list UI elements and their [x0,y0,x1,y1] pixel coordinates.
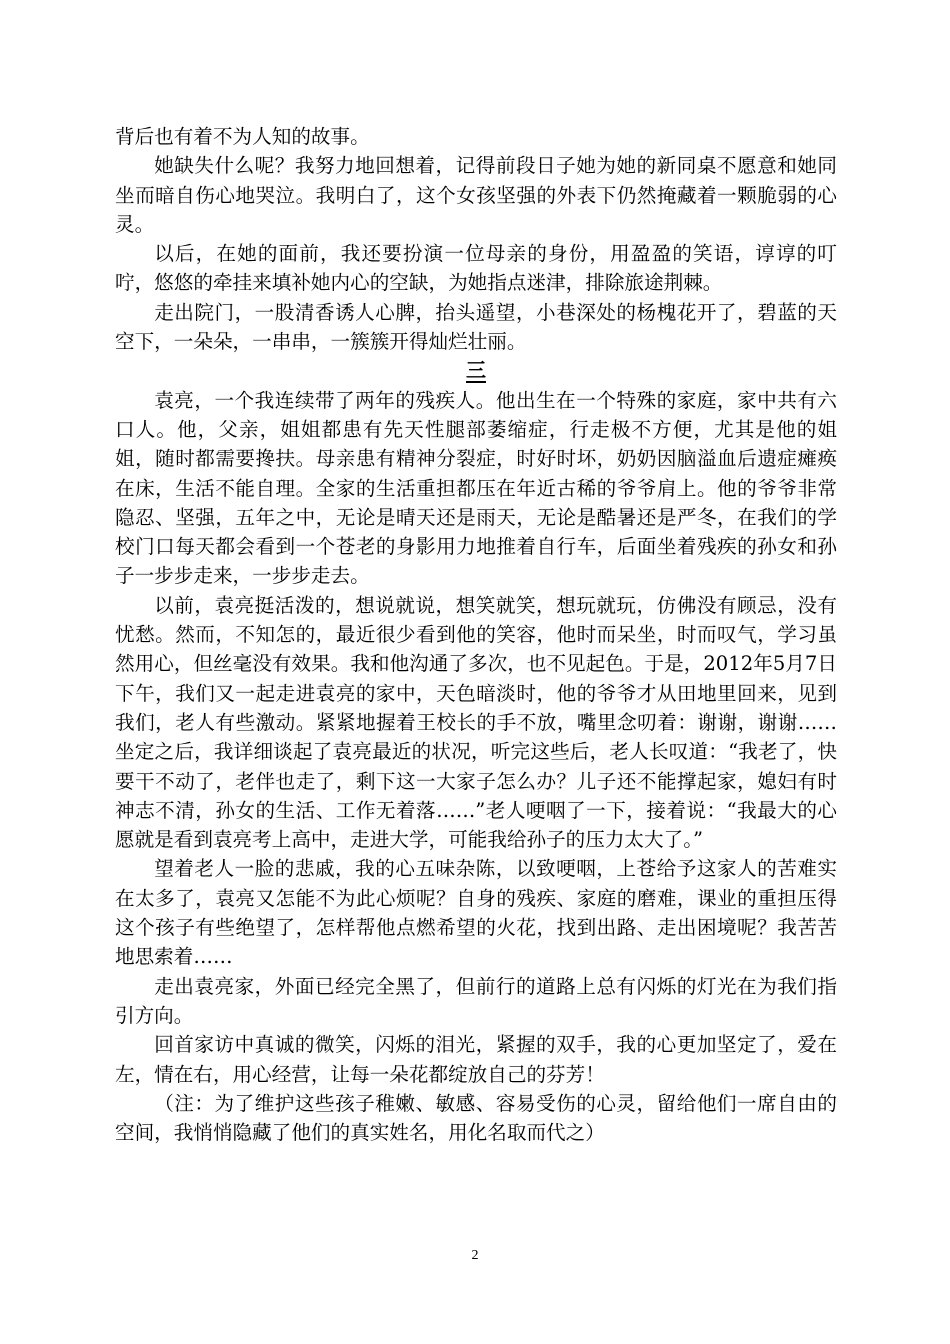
paragraph: 她缺失什么呢？我努力地回想着，记得前段日子她为她的新同桌不愿意和她同坐而暗自伤心地哭泣。我明白了，这个女孩坚强的外表下仍然掩藏着一颗脆弱的心灵。 [115,154,837,236]
page-number: 2 [471,1248,479,1263]
paragraph: 走出袁亮家，外面已经完全黑了，但前行的道路上总有闪烁的灯光在为我们指引方向。 [115,974,837,1027]
paragraph: 背后也有着不为人知的故事。 [115,125,370,148]
paragraph: 以后，在她的面前，我还要扮演一位母亲的身份，用盈盈的笑语，谆谆的叮咛，悠悠的牵挂来填补她内心的空缺，为她指点迷津，排除旅途荆棘。 [115,242,837,295]
section-heading-text: 三 [466,358,486,383]
paragraph: 望着老人一脸的悲戚，我的心五味杂陈，以致哽咽，上苍给予这家人的苦难实在太多了，袁亮又怎能不为此心烦呢？自身的残疾、家庭的磨难，课业的重担压得这个孩子有些绝望了，怎样帮他点燃希望的火花，找到出路、走出困境呢？我苦苦地思索着…… [115,857,837,969]
note-paragraph: （注：为了维护这些孩子稚嫩、敏感、容易受伤的心灵，留给他们一席自由的空间，我悄悄隐藏了他们的真实姓名，用化名取而代之） [115,1091,837,1145]
paragraph: 走出院门，一股清香诱人心脾，抬头遥望，小巷深处的杨槐花开了，碧蓝的天空下，一朵朵，一串串，一簇簇开得灿烂壮丽。 [115,300,837,354]
document-page [115,122,837,1147]
paragraph: 回首家访中真诚的微笑，闪烁的泪光，紧握的双手，我的心更加坚定了，爱在左，情在右，用心经营，让每一朵花都绽放自己的芬芳！ [115,1033,837,1086]
paragraph: 袁亮，一个我连续带了两年的残疾人。他出生在一个特殊的家庭，家中共有六口人。他，父亲，姐姐都患有先天性腿部萎缩症，行走极不方便，尤其是他的姐姐，随时都需要搀扶。母亲患有精神分裂症，时好时坏，奶奶因脑溢血后遗症瘫痪在床，生活不能自理。全家的生活重担都压在年近古稀的爷爷肩上。他的爷爷非常隐忍、坚强，五年之中，无论是晴天还是雨天，无论是酷暑还是严冬，在我们的学校门口每天都会看到一个苍老的身影用力地推着自行车，后面坐着残疾的孙女和孙子一步步走来，一步步走去。 [115,388,837,588]
section-heading [115,356,837,385]
paragraph: 以前，袁亮挺活泼的，想说就说，想笑就笑，想玩就玩，仿佛没有顾忌，没有忧愁。然而，不知怎的，最近很少看到他的笑容，他时而呆坐，时而叹气，学习虽然用心，但丝毫没有效果。我和他沟通了多次，也不见起色。于是，2012年5月7日下午，我们又一起走进袁亮的家中，天色暗淡时，他的爷爷才从田地里回来，见到我们，老人有些激动。紧紧地握着王校长的手不放，嘴里念叨着：谢谢，谢谢……坐定之后，我详细谈起了袁亮最近的状况，听完这些后，老人长叹道：“我老了，快要干不动了，老伴也走了，剩下这一大家子怎么办？儿子还不能撑起家，媳妇有时神志不清，孙女的生活、工作无着落……”老人哽咽了一下，接着说：“我最大的心愿就是看到袁亮考上高中，走进大学，可能我给孙子的压力太大了。” [115,593,837,852]
